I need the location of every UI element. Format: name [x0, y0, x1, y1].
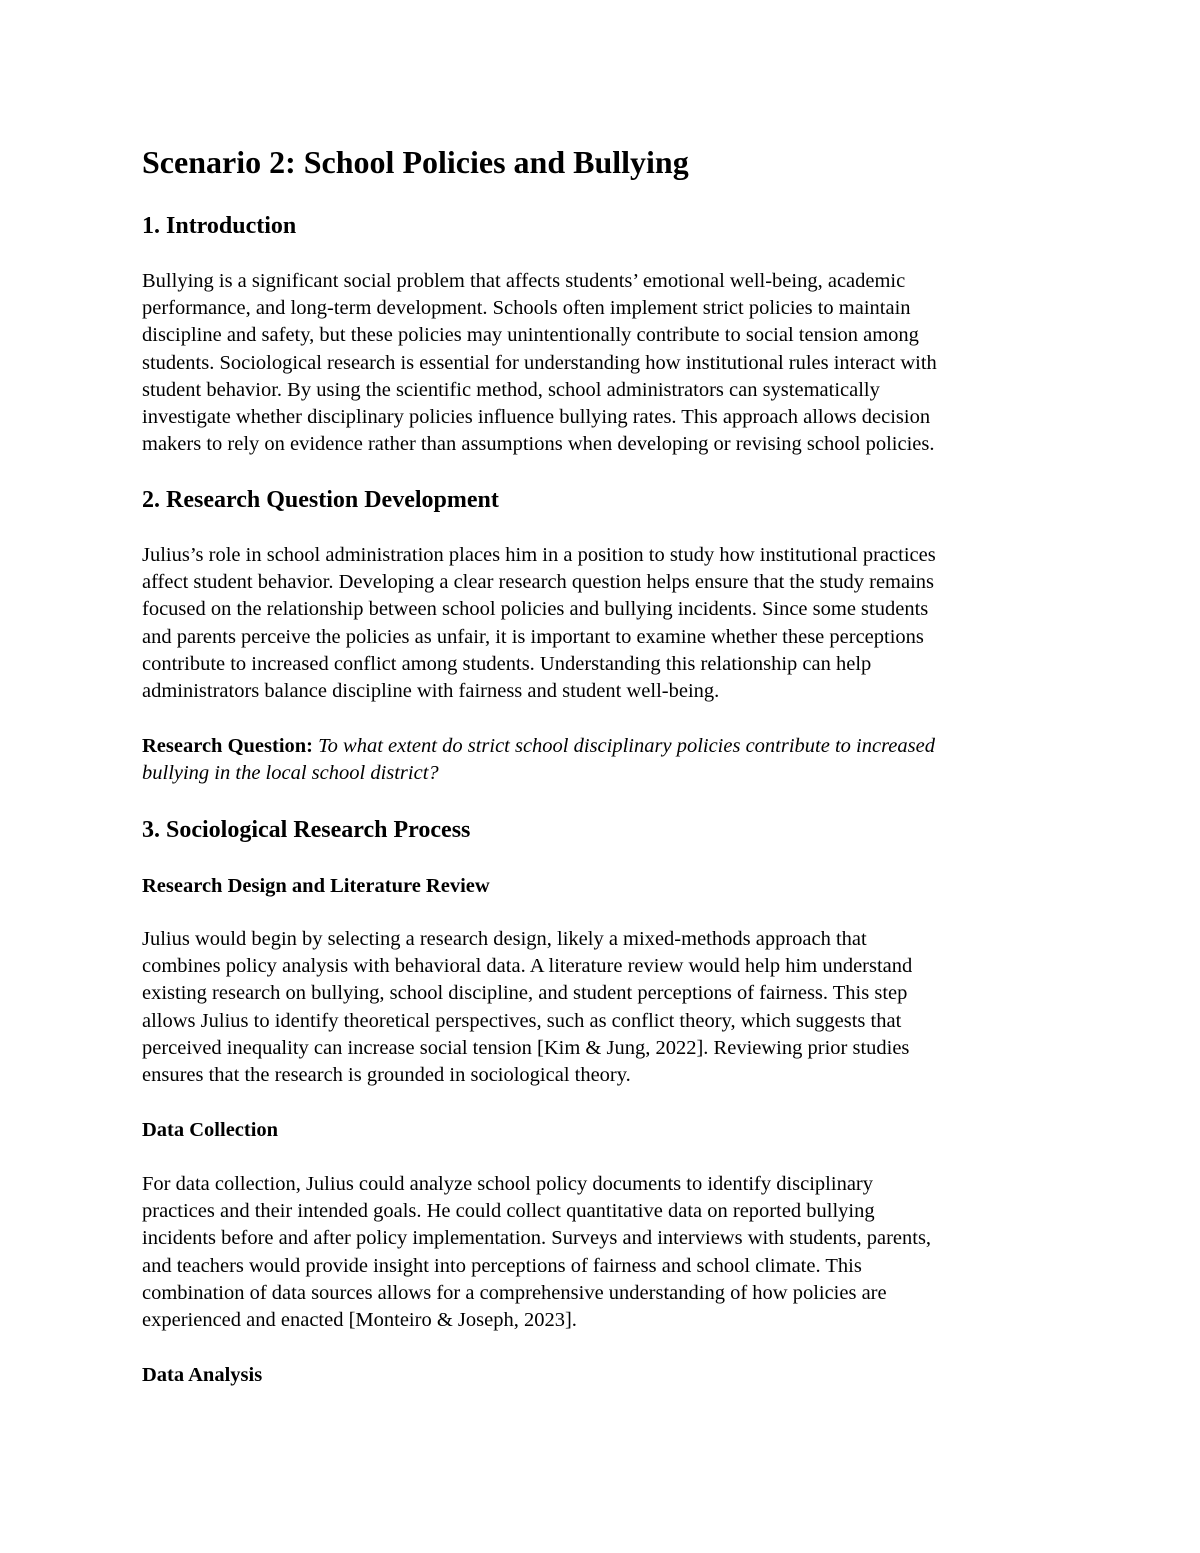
paragraph-line: combines policy analysis with behavioral data. A literature review would help him understand — [142, 955, 913, 978]
paragraph-line: investigate whether disciplinary policies influence bullying rates. This approach allows decision — [142, 406, 931, 429]
paragraph-line: contribute to increased conflict among students. Understanding this relationship can help — [142, 652, 872, 675]
paragraph-line: Julius’s role in school administration places him in a position to study how institutional practices — [142, 544, 936, 566]
paragraph-line: perceived inequality can increase social tension [Kim & Jung, 2022]. Reviewing prior studies — [142, 1036, 910, 1059]
paragraph-line: ensures that the research is grounded in sociological theory. — [142, 1064, 631, 1087]
paragraph-line: discipline and safety, but these policies may unintentionally contribute to social tension among — [142, 324, 919, 347]
document-title: Scenario 2: School Policies and Bullying — [142, 144, 689, 180]
data-collection-heading: Data Collection — [142, 1119, 279, 1141]
paragraph-line: existing research on bullying, school discipline, and student perceptions of fairness. This step — [142, 982, 908, 1005]
research-question-line — [142, 733, 1072, 760]
research-question — [142, 733, 1072, 787]
paragraph-line: allows Julius to identify theoretical perspectives, such as conflict theory, which suggests that — [142, 1009, 902, 1032]
introduction-heading: 1. Introduction — [142, 213, 297, 239]
paragraph-line: and teachers would provide insight into perceptions of fairness and school climate. This — [142, 1254, 862, 1277]
research-question-text-continued: bullying in the local school district? — [142, 762, 439, 785]
paragraph-line: For data collection, Julius could analyze school policy documents to identify disciplinary — [142, 1173, 874, 1195]
paragraph-line: administrators balance discipline with fairness and student well-being. — [142, 680, 720, 703]
data-analysis-heading: Data Analysis — [142, 1364, 263, 1386]
data-collection-paragraph — [142, 1171, 1072, 1334]
paragraph-line: incidents before and after policy implementation. Surveys and interviews with students, parents, — [142, 1227, 932, 1250]
paragraph-line: and parents perceive the policies as unfair, it is important to examine whether these perceptions — [142, 625, 924, 648]
paragraph-line: students. Sociological research is essential for understanding how institutional rules interact with — [142, 351, 937, 374]
paragraph-line: Julius would begin by selecting a research design, likely a mixed-methods approach that — [142, 928, 867, 950]
paragraph-line: makers to rely on evidence rather than assumptions when developing or revising school policies. — [142, 433, 935, 456]
research-design-paragraph — [142, 926, 1072, 1089]
paragraph-line: Bullying is a significant social problem that affects students’ emotional well-being, academic — [142, 270, 906, 292]
paragraph-line: focused on the relationship between school policies and bullying incidents. Since some students — [142, 598, 929, 621]
research-question-text: To what extent do strict school disciplinary policies contribute to increased — [318, 735, 935, 757]
paragraph-line: performance, and long-term development. Schools often implement strict policies to maintain — [142, 297, 911, 320]
sociological-research-process-heading: 3. Sociological Research Process — [142, 817, 471, 843]
paragraph-line: student behavior. By using the scientific method, school administrators can systematically — [142, 378, 880, 401]
introduction-paragraph — [142, 268, 1072, 458]
paragraph-line: experienced and enacted [Monteiro & Joseph, 2023]. — [142, 1309, 577, 1332]
research-design-heading: Research Design and Literature Review — [142, 875, 490, 897]
paragraph-line: practices and their intended goals. He could collect quantitative data on reported bullying — [142, 1200, 875, 1223]
research-question-label: Research Question: — [142, 735, 314, 757]
paragraph-line: affect student behavior. Developing a clear research question helps ensure that the study remains — [142, 571, 935, 594]
paragraph-line: combination of data sources allows for a comprehensive understanding of how policies are — [142, 1281, 887, 1304]
research-question-development-heading: 2. Research Question Development — [142, 487, 499, 513]
research-question-development-paragraph — [142, 542, 1072, 705]
